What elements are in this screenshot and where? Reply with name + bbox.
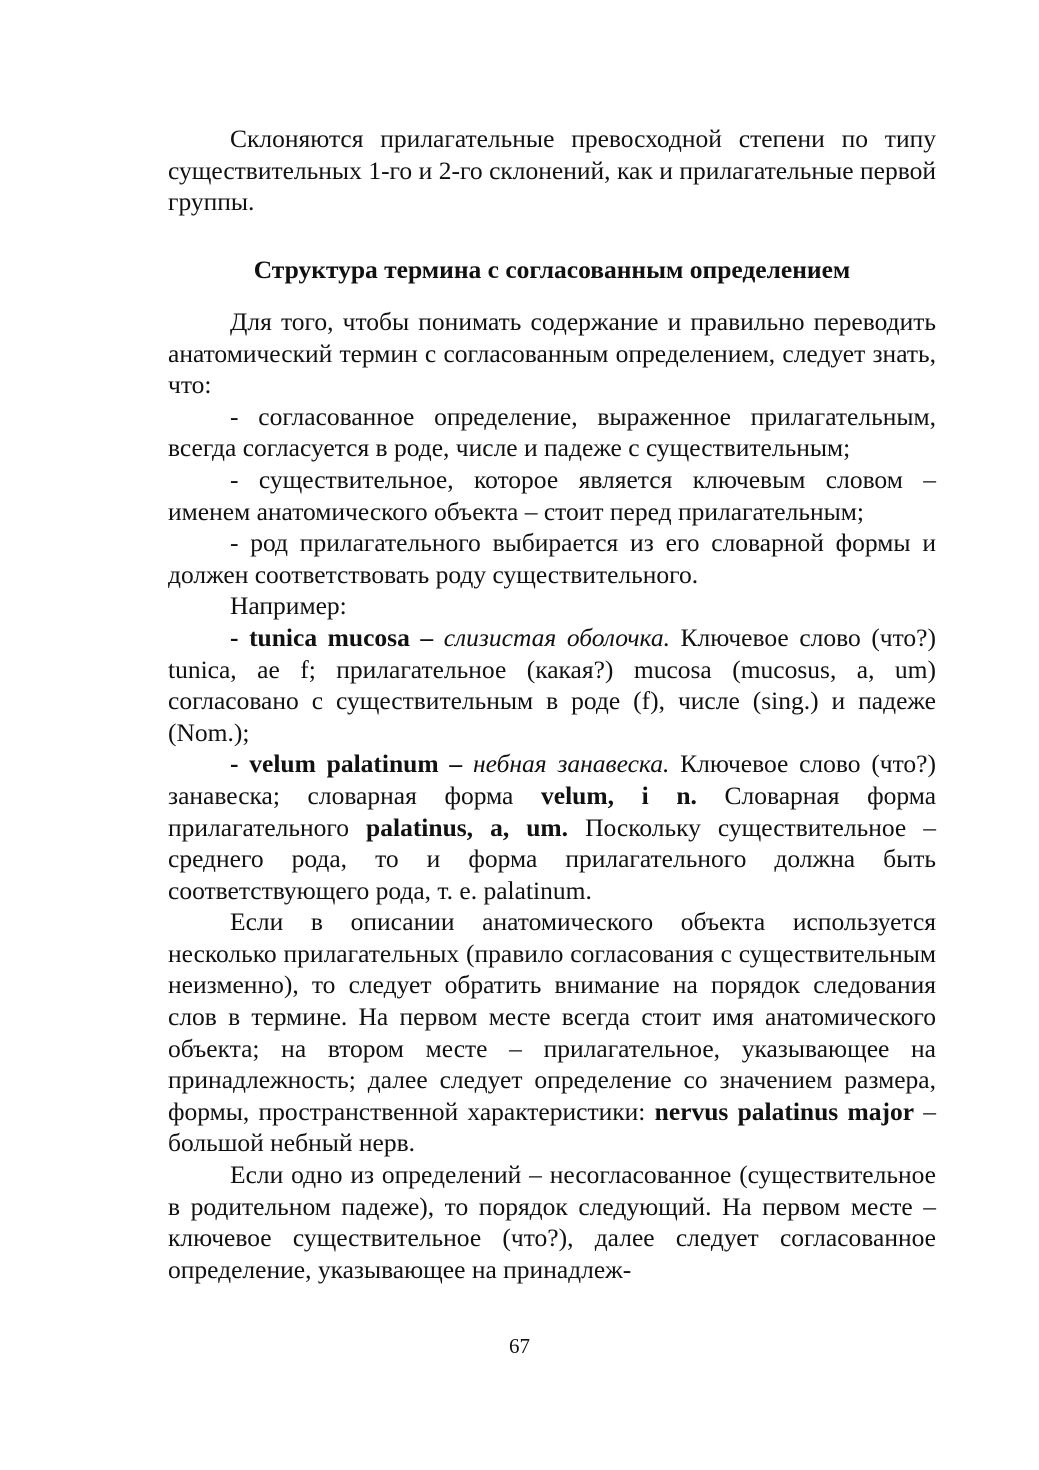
example-term: nervus palatinus major (654, 1096, 915, 1126)
example-explanation: Словарная форма прилагательного (168, 780, 937, 842)
paragraph-multiple-adjectives (168, 906, 936, 1159)
rule-item: - согласованное определение, выраженное прилагательным, всегда согласуется в роде, числе и падеже с существительным; (168, 401, 936, 463)
example-term: - velum palatinum – (230, 749, 463, 779)
rule-item: - род прилагательного выбирается из его словарной формы и должен соответствовать роду существительного. (168, 528, 936, 589)
example-explanation: Ключевое слово (что?) занавеска; словарная форма (168, 749, 936, 810)
example-term: - tunica mucosa – (230, 622, 434, 652)
example-translation: слизистая оболочка. (443, 622, 670, 652)
adjective-form: palatinus, a, um. (366, 812, 569, 842)
paragraph-text: Если в описании анатомического объекта используется несколько прилагательных (правило согласования с существительным неизменно), то следует обратить внимание на порядок следования слов в термине. На первом месте всегда стоит имя анатомического объекта; на втором месте – прилагательное, указывающее на принадлежность; далее следует определение со значением размера, формы, пространственной характеристики: (168, 907, 936, 1126)
example-label: Например: (230, 591, 347, 621)
paragraph-non-agreed-definition: Если одно из определений – несогласованное (существительное в родительном падеже), то порядок следующий. На первом месте – ключевое существительное (что?), далее следует согласованное определение, указывающее на принадлеж- (168, 1160, 936, 1284)
intro-paragraph: Склоняются прилагательные превосходной степени по типу существительных 1-го и 2-го склонений, как и прилагательные первой группы. (168, 124, 936, 217)
rule-item: - существительное, которое является ключевым словом – именем анатомического объекта – стоит перед прилагательным; (168, 464, 936, 526)
paragraph-intro: Для того, чтобы понимать содержание и правильно переводить анатомический термин с согласованным определением, следует знать, что: (168, 307, 936, 400)
example-explanation: Поскольку существительное – среднего рода, то и форма прилагательного должна быть соответствующего рода, т. е. palatinum. (168, 812, 937, 905)
example-explanation: Ключевое слово (что?) tunica, ae f; прилагательное (какая?) mucosa (mucosus, a, um) согласовано с существительным в роде (f), числе (sing.) и падеже (Nom.); (168, 622, 936, 747)
section-body (168, 306, 936, 1285)
example-translation: – большой небный нерв. (168, 1096, 937, 1158)
dictionary-form: velum, i n. (541, 780, 697, 810)
page-number: 67 (509, 1334, 530, 1358)
example-translation: небная занавеска. (472, 749, 670, 779)
example-tunica-mucosa (168, 622, 936, 748)
example-velum-palatinum (168, 748, 936, 906)
section-heading: Структура термина с согласованным определением (253, 255, 851, 284)
intro-paragraph-block (168, 123, 936, 218)
